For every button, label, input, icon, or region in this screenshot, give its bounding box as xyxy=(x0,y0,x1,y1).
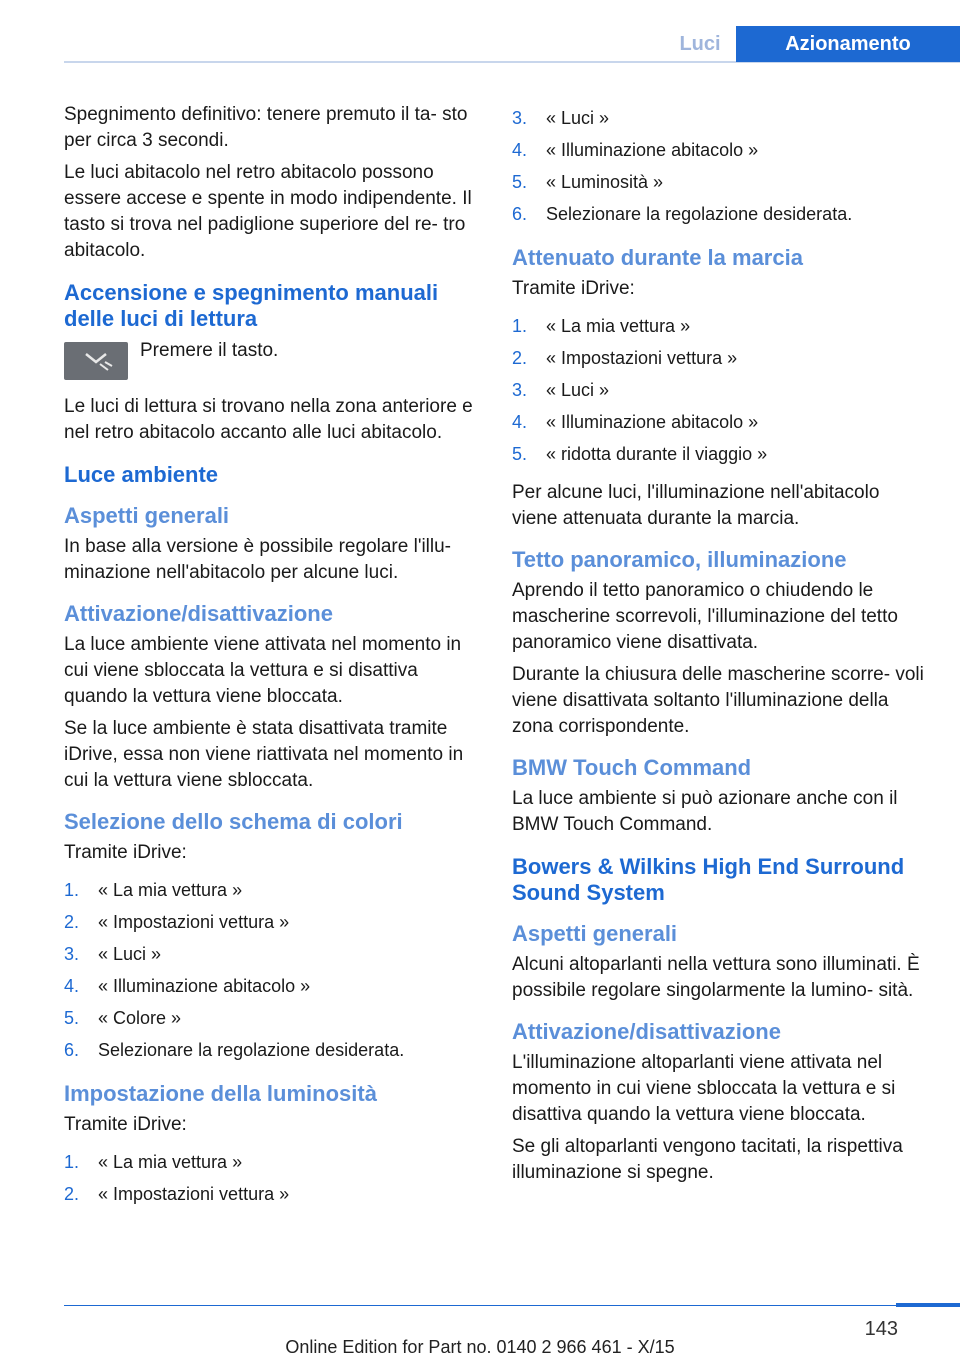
step-number: 4. xyxy=(512,412,528,432)
step-text: « Luci » xyxy=(546,108,610,128)
subheading-activation: Attivazione/disattivazione xyxy=(512,1019,781,1044)
list-item xyxy=(512,134,930,166)
step-number: 5. xyxy=(64,1008,80,1028)
paragraph: Durante la chiusura delle mascherine scorre‐ voli viene disattivata soltanto l'illuminazione della zona corrispondente. xyxy=(512,664,924,737)
paragraph: Tramite iDrive: xyxy=(64,842,187,863)
step-number: 3. xyxy=(512,108,528,128)
press-button-text: Premere il tasto. xyxy=(140,340,279,361)
footer-rule xyxy=(64,1305,960,1306)
step-text: « Luminosità » xyxy=(546,172,664,192)
heading-bowers-wilkins: Bowers & Wilkins High End Surround Sound System xyxy=(512,854,905,905)
list-item xyxy=(512,166,930,198)
step-number: 1. xyxy=(64,1152,80,1172)
subheading-general: Aspetti generali xyxy=(64,503,230,528)
subheading-panoramic-roof: Tetto panoramico, illuminazione xyxy=(512,547,847,572)
section-tab-azionamento: Azionamento xyxy=(736,26,960,62)
step-number: 6. xyxy=(64,1040,80,1060)
paragraph: Tramite iDrive: xyxy=(512,278,635,299)
paragraph: Le luci abitacolo nel retro abitacolo possono essere accese e spente in modo indipendente. Il tasto si trova nel padiglione superiore del re‐ tro abitacolo. xyxy=(64,162,472,261)
heading-reading-lights: Accensione e spegnimento manuali delle luci di lettura xyxy=(64,280,439,331)
paragraph: Le luci di lettura si trovano nella zona anteriore e nel retro abitacolo accanto alle luci abitacolo. xyxy=(64,396,473,443)
list-item xyxy=(512,342,930,374)
step-number: 5. xyxy=(512,444,528,464)
step-number: 1. xyxy=(512,316,528,336)
steps-list xyxy=(64,874,482,1066)
left-column xyxy=(64,102,482,1220)
step-text: « La mia vettura » xyxy=(98,1152,243,1172)
subheading-activation: Attivazione/disattivazione xyxy=(64,601,333,626)
step-number: 2. xyxy=(64,912,80,932)
list-item xyxy=(512,438,930,470)
step-text: Selezionare la regolazione desiderata. xyxy=(98,1040,405,1060)
reading-light-button-icon xyxy=(64,342,128,380)
step-text: « Impostazioni vettura » xyxy=(546,348,738,368)
page-number-bar xyxy=(896,1303,960,1307)
step-number: 4. xyxy=(512,140,528,160)
paragraph: Spegnimento definitivo: tenere premuto il ta‐ sto per circa 3 secondi. xyxy=(64,104,468,151)
step-text: « ridotta durante il viaggio » xyxy=(546,444,768,464)
list-item xyxy=(512,102,930,134)
paragraph: La luce ambiente viene attivata nel momento in cui viene sbloccata la vettura e si disattiva quando la vettura viene bloccata. xyxy=(64,634,462,707)
list-item xyxy=(64,906,482,938)
subheading-touch-command: BMW Touch Command xyxy=(512,755,752,780)
subheading-brightness: Impostazione della luminosità xyxy=(64,1081,377,1106)
list-item xyxy=(64,970,482,1002)
paragraph: Se la luce ambiente è stata disattivata tramite iDrive, essa non viene riattivata nel momento in cui la vettura viene sbloccata. xyxy=(64,718,464,791)
subheading-general: Aspetti generali xyxy=(512,921,678,946)
step-text: « Illuminazione abitacolo » xyxy=(98,976,311,996)
edition-footer: Online Edition for Part no. 0140 2 966 461 - X/15 xyxy=(285,1337,675,1357)
step-number: 4. xyxy=(64,976,80,996)
step-text: « Impostazioni vettura » xyxy=(98,1184,290,1204)
page-number: 143 xyxy=(864,1318,898,1340)
heading-ambient-light: Luce ambiente xyxy=(64,462,219,487)
steps-list xyxy=(512,310,930,470)
step-text: « Colore » xyxy=(98,1008,182,1028)
step-text: « Luci » xyxy=(546,380,610,400)
list-item xyxy=(64,1146,482,1178)
list-item xyxy=(64,1002,482,1034)
list-item xyxy=(64,1034,482,1066)
list-item xyxy=(512,374,930,406)
paragraph: Alcuni altoparlanti nella vettura sono illuminati. È possibile regolare singolarmente la lumino‐ sità. xyxy=(512,954,920,1001)
list-item xyxy=(512,406,930,438)
paragraph: Aprendo il tetto panoramico o chiudendo le mascherine scorrevoli, l'illuminazione del tetto panoramico viene disattivata. xyxy=(512,580,898,653)
paragraph: Per alcune luci, l'illuminazione nell'abitacolo viene attenuata durante la marcia. xyxy=(512,482,880,529)
steps-list xyxy=(512,102,930,230)
list-item xyxy=(64,1178,482,1210)
breadcrumb-luci: Luci xyxy=(679,33,721,55)
list-item xyxy=(64,874,482,906)
step-text: « Impostazioni vettura » xyxy=(98,912,290,932)
steps-list xyxy=(64,1146,482,1210)
step-number: 2. xyxy=(64,1184,80,1204)
step-text: « Illuminazione abitacolo » xyxy=(546,140,759,160)
step-number: 1. xyxy=(64,880,80,900)
button-instruction xyxy=(64,342,482,380)
subheading-dimmed: Attenuato durante la marcia xyxy=(512,245,803,270)
list-item xyxy=(512,198,930,230)
step-text: « Luci » xyxy=(98,944,162,964)
step-text: « La mia vettura » xyxy=(546,316,691,336)
paragraph: La luce ambiente si può azionare anche con il BMW Touch Command. xyxy=(512,788,898,835)
step-number: 3. xyxy=(512,380,528,400)
step-number: 5. xyxy=(512,172,528,192)
subheading-color-scheme: Selezione dello schema di colori xyxy=(64,809,403,834)
list-item xyxy=(512,310,930,342)
paragraph: Se gli altoparlanti vengono tacitati, la rispettiva illuminazione si spegne. xyxy=(512,1136,903,1183)
step-number: 6. xyxy=(512,204,528,224)
paragraph: In base alla versione è possibile regolare l'illu‐ minazione nell'abitacolo per alcune luci. xyxy=(64,536,452,583)
right-column xyxy=(512,102,930,1192)
step-number: 2. xyxy=(512,348,528,368)
list-item xyxy=(64,938,482,970)
paragraph: L'illuminazione altoparlanti viene attivata nel momento in cui viene sbloccata la vettura e si disattiva quando la vettura viene bloccata. xyxy=(512,1052,896,1125)
step-text: « Illuminazione abitacolo » xyxy=(546,412,759,432)
step-number: 3. xyxy=(64,944,80,964)
step-text: Selezionare la regolazione desiderata. xyxy=(546,204,853,224)
step-text: « La mia vettura » xyxy=(98,880,243,900)
paragraph: Tramite iDrive: xyxy=(64,1114,187,1135)
